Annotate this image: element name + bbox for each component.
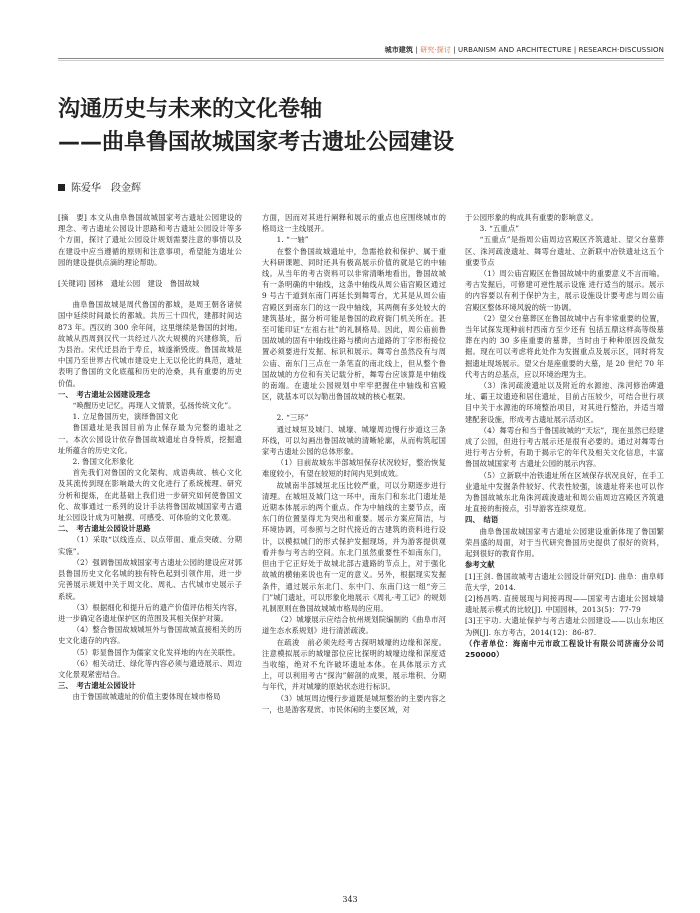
header-journal: 城市建筑 [384,46,414,54]
header-english: URBANISM AND ARCHITECTURE [458,46,572,54]
header-rule-thin [58,60,664,61]
references-heading: 参考文献 [465,560,495,570]
paragraph: 故城南半部城垣北压比较严重，可以分期逐步进行清理。在城垣及城门这一环中，南东门和东北门遗址是近期本体展示的两个重点。作为中轴线的主要节点，南东门的位置显得尤为突出和重要。展示方案应简洁，与环境协调，可参照与之时代接近的古建筑的资料进行设计，以模拟城门的形式保护发掘现场，并为游客提供观看并参与考古的空间。东北门虽然重要性不如南东门，但由于它正好处于故城北部古遗路的节点上，对于强化故城的横轴来说也有一定的意义。另外，根据现实发掘条件，通过展示东北门、东中门、东南门这一组“旁三门”城门遗址，可以形象化地展示《周礼·考工记》的规划礼制原则在鲁国故城城市格局的应用。 [262,480,446,613]
author-names: 陈爱华 段金辉 [71,183,141,194]
paragraph: （1）周公庙宫殿区在鲁国故城中的重要意义不言而喻。考古发掘后，可修建可逆性展示设施 进行适当的展示。展示的内容要以有利于保护为主，展示设施设计要考虑与周公庙宫殿区整体环境风貌的统一协调。 [465,269,664,312]
section-heading: 一、 考古遗址公园建设理念 [58,389,151,399]
paragraph: （5）彰显鲁国作为儒家文化发祥地的内在关联性。 [72,647,241,657]
paragraph: （3）洙河疏浚遗址以及附近的水源池、洙河修治碑遗址、霸王坟遗迹和居住遗址，目前占压较少，可结合世行项目中关于水源池的环境整治项目，对其进行整治，并适当增建配套设施，形成考古遗址展示活动区。 [465,381,664,424]
header-sep: | [415,46,418,54]
subheading: 1. 立足鲁国历史，演绎鲁国文化 [72,412,179,422]
column-1 [58,212,242,703]
subheading: 1. “一轴” [276,235,309,245]
paragraph: （3）城垣周边慢行步道既是城垣整治的主要内容之一，也是游客观赏、市民休闲的主要区域，对 [262,693,446,714]
section-heading: 四、 结语 [465,515,499,525]
paragraph: （6）相关动迁、绿化等内容必须与遗迹展示、周边文化景观紧密结合。 [58,658,242,679]
authors [58,182,141,196]
paragraph: （2）城壕展示应结合杭州规划院编制的《曲阜市河道生态水系规划》进行清淤疏浚。 [262,615,446,636]
author-affiliation: （作者单位：海南中元市政工程设计有限公司济南分公司 250000） [465,638,664,659]
paragraph: 在整个鲁国故城遗址中，急需抢救和保护、属于重大科研课题、同时还具有极高展示价值的就是它的中轴线。从当年的考古资料可以非常清晰地看出，鲁国故城有一条明确的中轴线，这条中轴线从周公庙宫殿区通过 9 号古干道到东南门再延长到舞雩台，尤其是从周公庙宫殿区到南东门的这一段中轴线，其两侧有多处较大的建筑基址，据分析可能是鲁国的政府衙门机关所在。甚至可能印证“左祖右社”的礼制格局。因此，周公庙前鲁国故城的固有中轴线往路与横向古道路的丁字形衔接位置必须要进行发掘、标识和展示。舞雩台虽然没有与周公庙、南东门三点在一条笔直的南北线上，但从整个鲁国故城的方位和有关记载分析，舞雩台应该算是中轴线的南端。在遗址公园规划中牢牢把握住中轴线和宫殿区，就基本可以勾勒出鲁国故城的核心框架。 [262,246,446,402]
header-column: 研究·探讨 [420,46,451,54]
subheading: 3. “五重点” [479,224,520,234]
column-3 [465,212,664,660]
paragraph: （2）强调鲁国故城国家考古遗址公园的建设应对郭县鲁国历史文化名城的独有特色起到引领作用，进一步完善展示规划中关于周文化、周礼、古代城市史展示子系统。 [58,557,242,601]
column-2 [262,212,454,715]
square-bullet-icon [58,184,65,191]
paragraph: （1）采取“以线连点、以点带面、重点突破、分期实施”。 [58,535,242,556]
reference-item: [2]杨昌鸣. 直接展现与间接再现——国家考古遗址公园城墙遗址展示模式的比较[J]. 中国园林，2013(5)：77-79 [465,593,664,615]
paragraph: 鲁国遗址是我国目前为止保存最为完整的遗址之一。本次公园设计依存鲁国故城遗址自身特质，挖掘遗址所蕴含的历史文化。 [58,423,242,455]
paragraph: 于公园形象的构成具有重要的影响意义。 [465,213,599,222]
subheading: 2. “三环” [276,413,309,423]
keywords: [关键词] 园林 遗址公园 建设 鲁国故城 [58,279,200,289]
paragraph: “五重点”是指周公庙周边宫殿区齐筑遗址、望父台墓葬区、洙河疏浚遗址、舞雩台遗址、立新联中冶铁遗址这五个重要节点 [465,235,664,267]
abstract: [摘 要] 本文从曲阜鲁国故城国家考古遗址公园建设的理念、考古遗址公园设计思路和考古遗址公园设计等多个方面，探讨了遗址公园设计规划需要注意的事情以及在建设中应当遵循的原则和注意事项，希望能为遗址公园的建设提供点滴的理论帮助。 [58,213,242,267]
header-sep: | [573,46,577,54]
header-rule [58,58,664,59]
section-heading: 三、 考古遗址公园设计 [58,681,136,691]
paragraph: 通过城垣及城门、城壕、城壕周边慢行步道这三条环线，可以勾画出鲁国故城的清晰轮廓，从而构筑起国家考古遗址公园的总体形象。 [262,424,446,457]
paragraph: 由于鲁国故城遗址的价值主要体现在城市格局 [72,692,221,702]
title-line-2: ——曲阜鲁国故城国家考古遗址公园建设 [58,130,455,155]
subheading: 2. 鲁国文化形象化 [72,457,134,467]
reference-item: [3]王宇功. 大遗址保护与考古遗址公园建设——以山东地区为例[J]. 东方考古，2014(12)：86-87. [465,616,664,637]
paragraph: 曲阜鲁国故城是周代鲁国的都城，是周王朝各诸侯国中延续时间最长的都城。共历三十四代，建都时间达 873 年。西汉的 300 余年间，这里继续是鲁国的封地。故城从西周到汉代一共经过八次大规模的兴建修筑，后为县治。宋代迁县治于寿丘，城遂渐毁废。鲁国故城是中国乃至世界古代城市建设史上无以伦比的典范，遗址表明了鲁国的文化底蕴和历史的沧桑，具有重要的历史价值。 [58,300,242,388]
section-heading: 二、 考古遗址公园设计思路 [58,524,151,534]
paragraph: 在疏浚 前必须先经考古探明城壕的边缘和深度。注意模拟展示的城壕部位应比探明的城壕边缘和深度适 当收缩，绝对不允许破坏遗址本体。在具体展示方式上，可以利用考古“探沟”解剖的成果，展示堆积、分期与年代，并对城壕的原始状态进行标识。 [262,637,454,692]
paragraph: （3）根据细化和提升后的遗产价值评估相关内容，进一步确定各遗址保护区的范围及其相关保护对策。 [58,602,242,623]
paragraph: 方面，因而对其进行阐释和展示的重点也应围绕城市的格局这一主线展开。 [262,213,446,234]
paragraph: （5）立新联中冶铁遗址所在区域保存状况良好，在手工业遗址中发掘条件较好、代表性较强，该遗址将来也可以作为鲁国故城东北角洙河疏浚遗址和周公庙周边宫殿区齐筑遗址直接的衔接点，引导游客连续观览。 [465,470,664,514]
paragraph: 曲阜鲁国故城国家考古遗址公园建设重新体现了鲁国繁荣昌盛的局面，对于当代研究鲁国历史提供了很好的资料，起到很好的教育作用。 [465,526,664,559]
header-sep: | [453,46,456,54]
page-number: 343 [342,895,358,904]
paragraph: （1）目前故城东半部城垣保存状况较好，整治恢复难度较小，有望在较短的时间内见到成效。 [262,458,446,479]
title-line-1: 沟通历史与未来的文化卷轴 [58,97,323,122]
running-header [0,44,700,56]
paragraph: （2）望父台墓葬区在鲁国故城中占有非常重要的位置，当年试探发现种前村西南方至少还有 包括五鼎这样高等级墓葬在内的 30 多座重要的墓葬，当时由于种种原因没做发掘。现在可以考虑将此处作为发掘重点及展示区，同时将发掘遗址现场展示。望父台是座重要的大墓，是 20 世纪 70 年代考古的总基点，应以环境治理为主。 [465,313,664,379]
paragraph: 首先我们对鲁国的文化架构、成语典故、核心文化及其流传到现在影响最大的文化进行了系统梳理、研究分析和提炼，在此基础上我们进一步研究如何使鲁国文化、故事通过一系列的设计手法将鲁国故城国家考古遗址公园设计成为可触摸、可感受、可体验的文化景观。 [58,468,242,523]
paragraph: （4）整合鲁国故城城垣外与鲁国故城直接相关的历史文化遗存的内容。 [58,625,242,646]
paragraph: “唤醒历史记忆，再现人文情景，弘扬传统文化”。 [72,401,236,411]
reference-item: [1]王剑. 鲁国故城考古遗址公园设计研究[D]. 曲阜：曲阜师范大学，2014. [465,571,664,592]
header-english-2: RESEARCH·DISCUSSION [578,46,664,54]
paragraph: （4）舞雩台和当于鲁国故城的“天坛”，现在虽然已经建成了公园，但进行考古展示还是很有必要的。通过对舞雩台进行考古分析，有助于揭示它的年代及相关文化信息，丰富鲁国故城国家考 古遗址公园的展示内容。 [465,425,664,469]
